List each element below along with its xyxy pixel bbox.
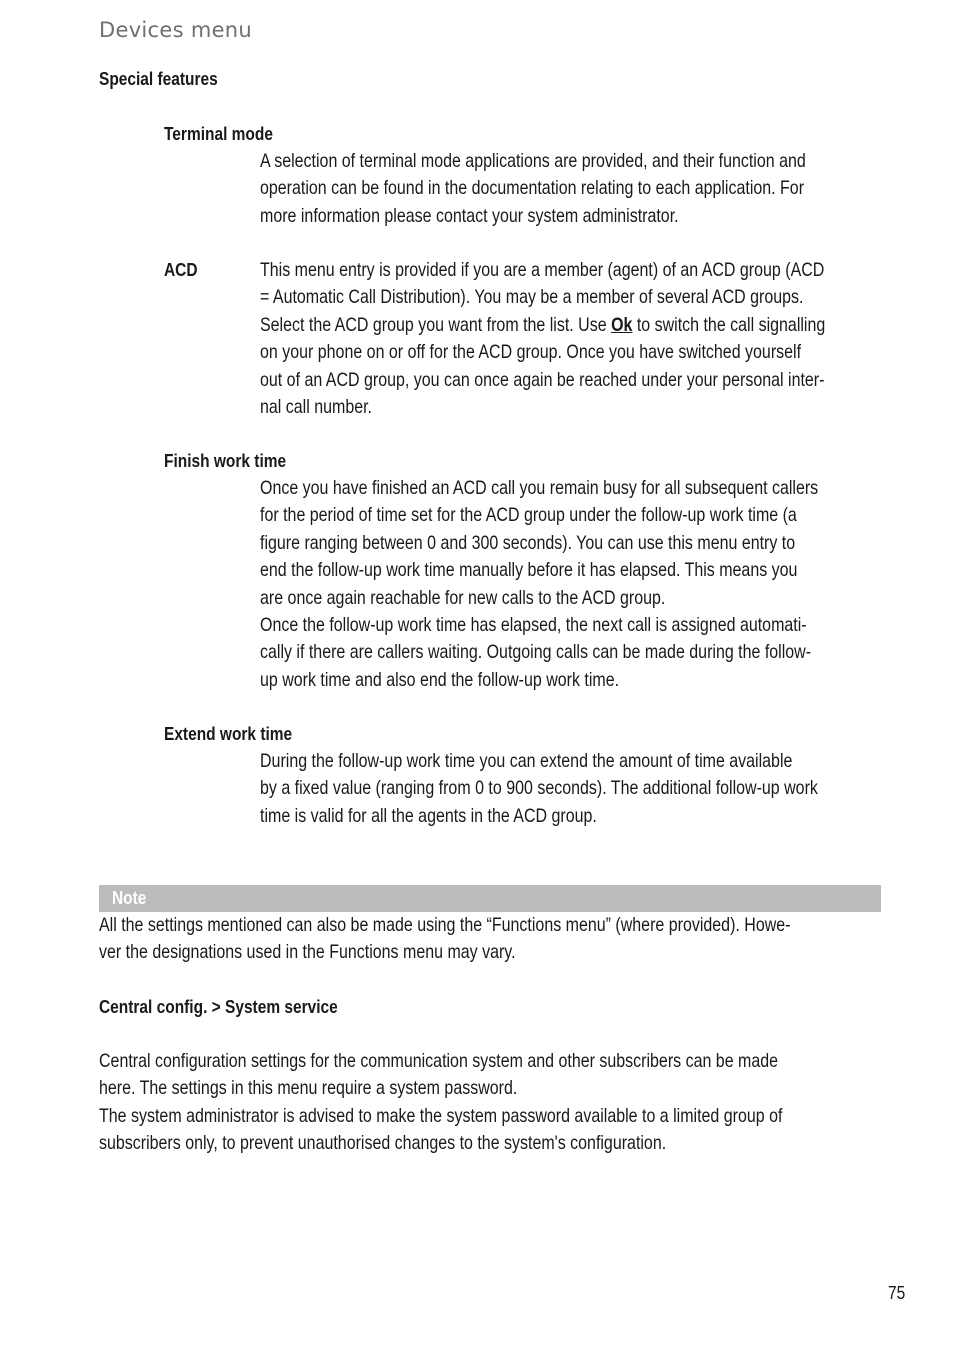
text-line: more information please contact your system administrator. <box>260 204 679 227</box>
ok-key-label: Ok <box>611 313 633 336</box>
extend-work-time-term: Extend work time <box>164 724 293 744</box>
text-line: time is valid for all the agents in the ACD group. <box>260 804 597 827</box>
note-bar <box>99 885 881 912</box>
page-number: 75 <box>888 1283 906 1303</box>
text-line: up work time and also end the follow-up work time. <box>260 668 620 691</box>
text-line: for the period of time set for the ACD group under the follow-up work time (a <box>260 504 797 527</box>
note-label: Note <box>112 888 147 908</box>
text-line: by a fixed value (ranging from 0 to 900 seconds). The additional follow-up work <box>260 777 818 800</box>
special-features-heading: Special features <box>99 69 218 89</box>
text-line: This menu entry is provided if you are a member (agent) of an ACD group (ACD <box>260 259 825 281</box>
text-line: subscribers only, to prevent unauthorised changes to the system's configuration. <box>99 1132 667 1155</box>
text-line: Central configuration settings for the communication system and other subscribers can be made <box>99 1050 779 1072</box>
text-line: During the follow-up work time you can extend the amount of time available <box>260 750 793 772</box>
text-line: are once again reachable for new calls to the ACD group. <box>260 586 666 609</box>
text-line: A selection of terminal mode applications are provided, and their function and <box>260 150 806 172</box>
text-line: end the follow-up work time manually before it has elapsed. This means you <box>260 559 798 582</box>
text-line: The system administrator is advised to make the system password available to a limited group of <box>99 1104 783 1127</box>
text-line: ver the designations used in the Functions menu may vary. <box>99 941 516 964</box>
page-header-title: Devices menu <box>99 18 253 42</box>
text-line: out of an ACD group, you can once again be reached under your personal inter- <box>260 368 825 391</box>
text-fragment: Select the ACD group you want from the list. Use <box>260 313 612 336</box>
text-line: figure ranging between 0 and 300 seconds). You can use this menu entry to <box>260 531 796 554</box>
text-line: All the settings mentioned can also be made using the “Functions menu” (where provided). Howe- <box>99 914 791 936</box>
text-line-with-key <box>260 312 825 339</box>
terminal-mode-term: Terminal mode <box>164 124 273 144</box>
finish-work-time-term: Finish work time <box>164 451 287 471</box>
text-line: on your phone on or off for the ACD group. Once you have switched yourself <box>260 341 802 364</box>
text-line: operation can be found in the documentation relating to each application. For <box>260 177 805 200</box>
text-fragment: to switch the call signalling <box>632 313 826 336</box>
text-line: nal call number. <box>260 396 372 418</box>
text-line: Once you have finished an ACD call you remain busy for all subsequent callers <box>260 477 819 499</box>
text-line: Once the follow-up work time has elapsed, the next call is assigned automati- <box>260 614 807 636</box>
acd-term: ACD <box>164 260 198 280</box>
text-line: = Automatic Call Distribution). You may be a member of several ACD groups. <box>260 286 804 309</box>
central-config-heading: Central config. > System service <box>99 997 338 1017</box>
text-line: here. The settings in this menu require a system password. <box>99 1077 518 1100</box>
text-line: cally if there are callers waiting. Outgoing calls can be made during the follow- <box>260 641 812 664</box>
